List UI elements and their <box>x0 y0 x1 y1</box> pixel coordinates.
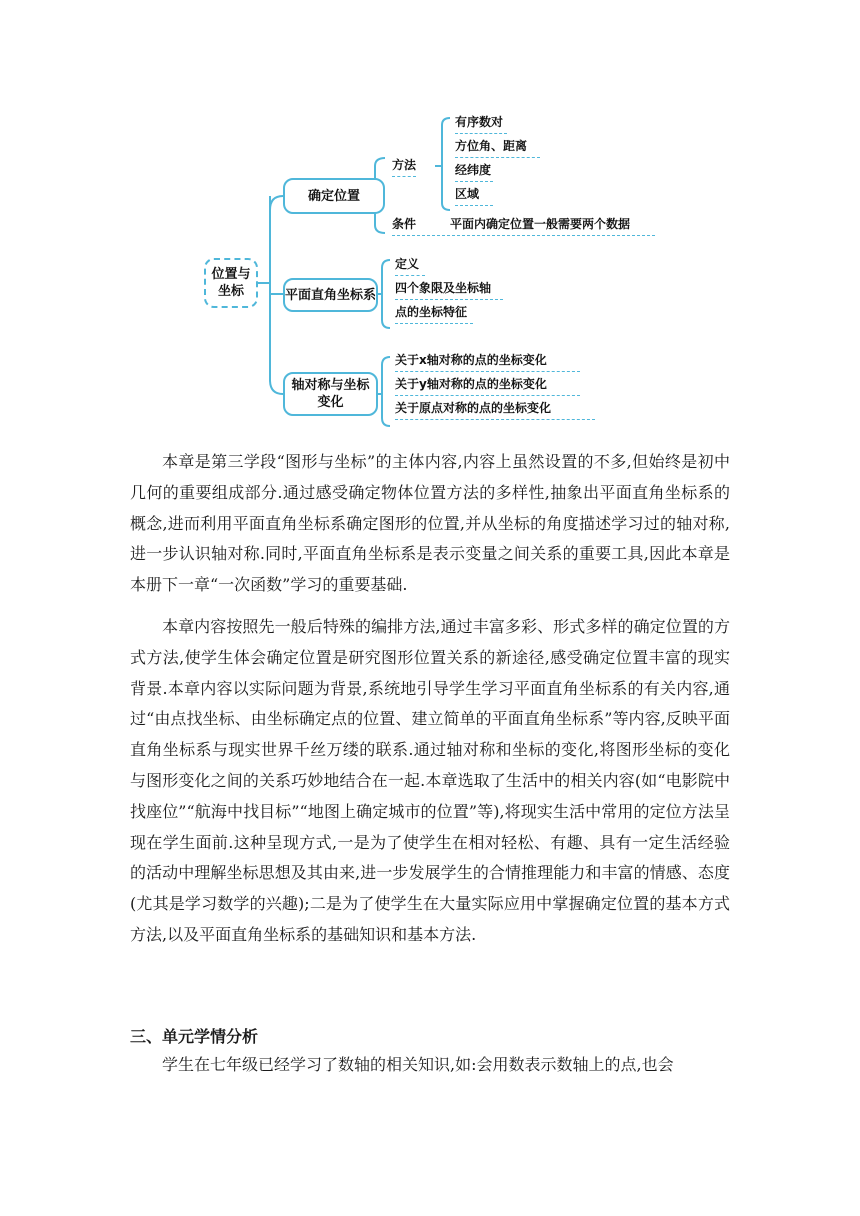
condition-text: 平面内确定位置一般需要两个数据 <box>392 217 655 236</box>
branch-node-position <box>283 178 385 214</box>
branch-node-symmetry <box>283 372 378 416</box>
symmetry-item: 关于x轴对称的点的坐标变化 <box>395 353 580 372</box>
sub-method: 方法 <box>392 158 416 177</box>
paragraph-1: 本章是第三学段“图形与坐标”的主体内容,内容上虽然设置的不多,但始终是初中几何的重要组成部分.通过感受确定物体位置方法的多样性,抽象出平面直角坐标系的概念,进而利用平面直角坐标系确定图形的位置,并从坐标的角度描述学习过的轴对称,进一步认识轴对称.同时,平面直角坐标系是表示变量之间关系的重要工具,因此本章是本册下一章“一次函数”学习的重要基础. <box>130 452 730 595</box>
sub-condition: 条件 <box>392 217 417 231</box>
method-item: 经纬度 <box>455 163 493 182</box>
branch-label: 确定位置 <box>307 188 360 204</box>
concept-map <box>0 0 860 430</box>
method-item: 区域 <box>455 187 493 206</box>
branch-node-coordinate <box>283 278 378 312</box>
symmetry-item: 关于原点对称的点的坐标变化 <box>395 401 595 420</box>
method-item: 有序数对 <box>455 115 507 134</box>
method-item: 方位角、距离 <box>455 139 540 158</box>
symmetry-item: 关于y轴对称的点的坐标变化 <box>395 377 580 396</box>
paragraph-2: 本章内容按照先一般后特殊的编排方法,通过丰富多彩、形式多样的确定位置的方式方法,使学生体会确定位置是研究图形位置关系的新途径,感受确定位置丰富的现实背景.本章内容以实际问题为背景,系统地引导学生学习平面直角坐标系的有关内容,通过“由点找坐标、由坐标确定点的位置、建立简单的平面直角坐标系”等内容,反映平面直角坐标系与现实世界千丝万缕的联系.通过轴对称和坐标的变化,将图形坐标的变化与图形变化之间的关系巧妙地结合在一起.本章选取了生活中的相关内容(如“电影院中找座位”“航海中找目标”“地图上确定城市的位置”等),将现实生活中常用的定位方法呈现在学生面前.这种呈现方式,一是为了使学生在相对轻松、有趣、具有一定生活经验的活动中理解坐标思想及其由来,进一步发展学生的合情推理能力和丰富的情感、态度(尤其是学习数学的兴趣);二是为了使学生在大量实际应用中掌握确定位置的基本方式方法,以及平面直角坐标系的基础知识和基本方法. <box>130 617 730 944</box>
coord-item: 点的坐标特征 <box>395 305 473 324</box>
section-heading: 三、单元学情分析 <box>130 1027 259 1046</box>
paragraph-3: 学生在七年级已经学习了数轴的相关知识,如:会用数表示数轴上的点,也会 <box>162 1055 674 1074</box>
branch-label: 平面直角坐标系 <box>285 287 377 303</box>
branch-label: 轴对称与坐标 变化 <box>291 378 370 410</box>
coord-item: 四个象限及坐标轴 <box>395 281 503 300</box>
root-node <box>204 258 258 308</box>
coord-item: 定义 <box>395 257 425 276</box>
root-label: 位置与 坐标 <box>211 267 251 299</box>
